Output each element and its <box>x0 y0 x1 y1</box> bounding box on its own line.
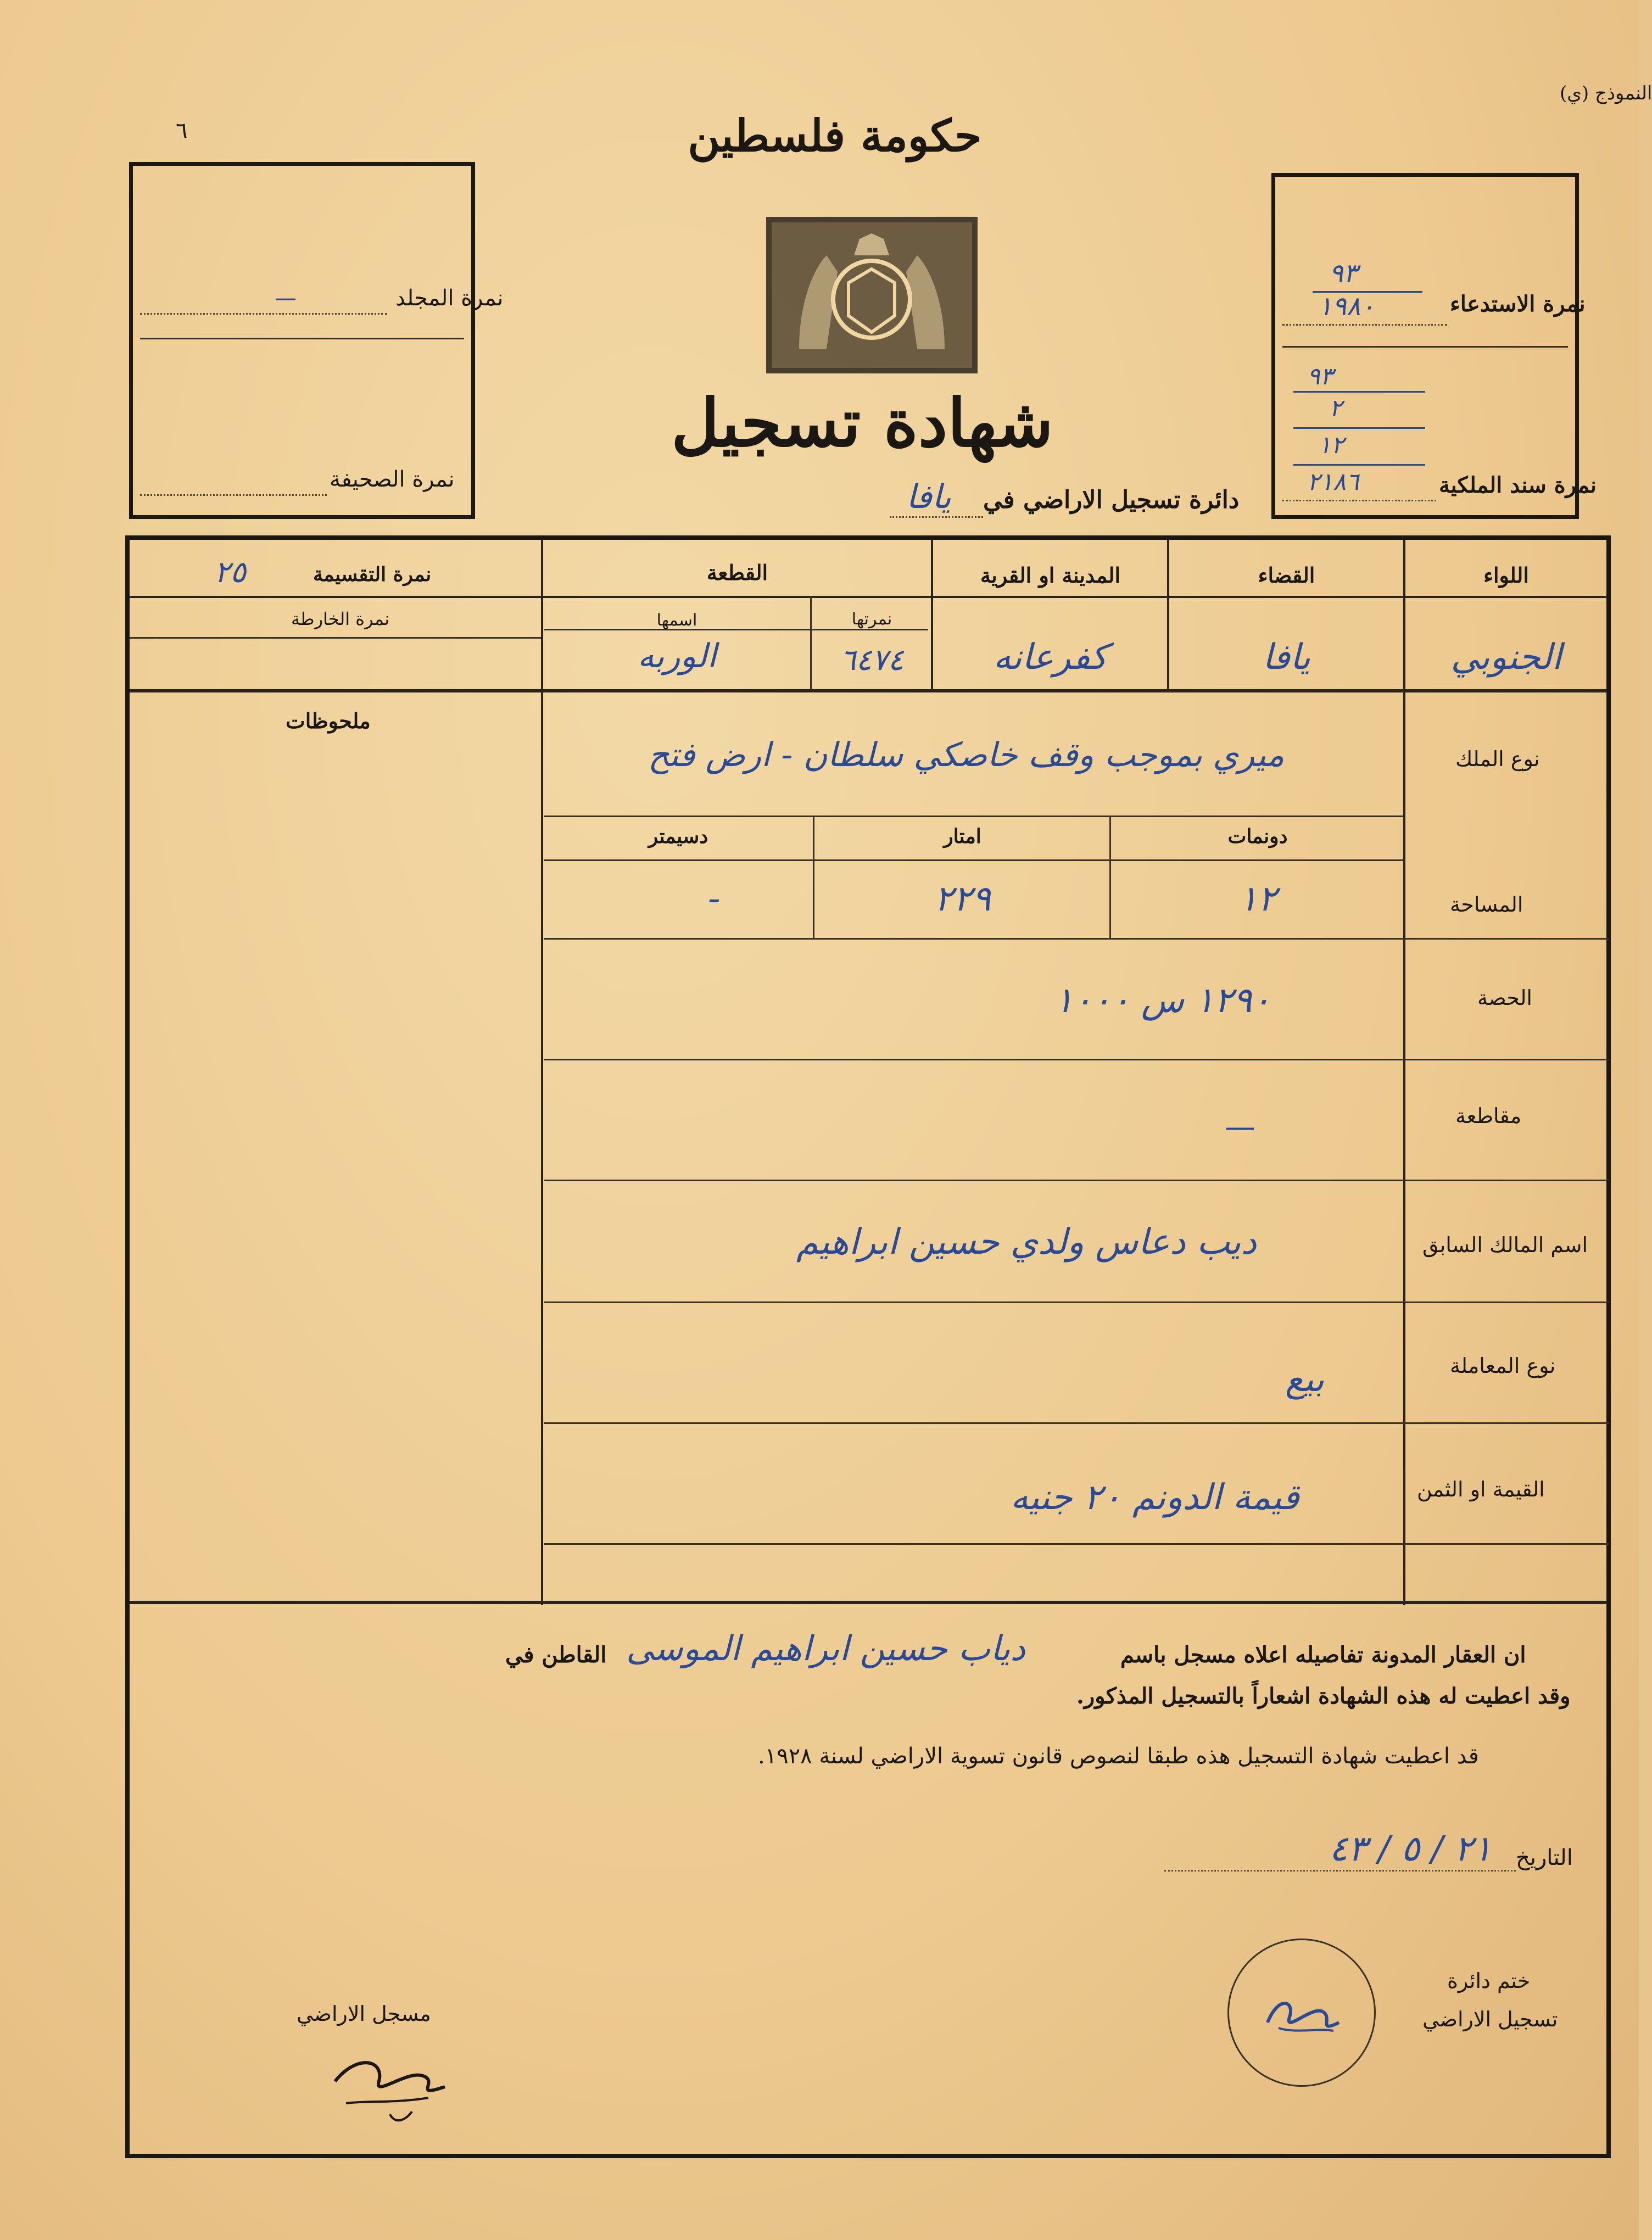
form-label: النموذج (ي) <box>1560 82 1652 104</box>
dotted-rule <box>140 313 387 315</box>
table-rule <box>544 815 1403 817</box>
parcel-name-value: الوربه <box>637 637 717 675</box>
dotted-rule <box>1164 1870 1516 1872</box>
decimeters-header: دسيمتر <box>648 825 708 848</box>
area-label: المساحة <box>1450 892 1523 917</box>
remarks-label: ملحوظات <box>286 708 371 733</box>
previous-owner-value: ديب دعاس ولدي حسين ابراهيم <box>796 1222 1257 1263</box>
table-rule <box>130 596 1607 598</box>
fraction-bar <box>1293 391 1425 393</box>
owner-name: دياب حسين ابراهيم الموسى <box>626 1628 1025 1668</box>
volume-box <box>129 162 475 519</box>
deed-line-3: ١٢ <box>1318 431 1344 459</box>
ownership-type-label: نوع الملك <box>1455 747 1540 771</box>
area-decimeters: - <box>707 879 721 919</box>
table-rule <box>544 1059 1609 1060</box>
parcel-name-header: اسمها <box>656 611 697 630</box>
muqataa-value: — <box>1225 1109 1255 1145</box>
application-bottom: ١٩٨٠ <box>1318 291 1375 322</box>
value-price-label: القيمة او الثمن <box>1417 1477 1545 1501</box>
dotted-rule <box>1282 324 1447 326</box>
page-mark: ٦ <box>176 118 188 143</box>
parcel-number-header: نمرتها <box>851 610 892 629</box>
deed-line-1: ٩٣ <box>1307 362 1333 390</box>
column-rule <box>810 596 812 689</box>
meters-header: امتار <box>944 825 981 848</box>
district-header: اللواء <box>1483 563 1529 588</box>
division-value: ٢٥ <box>214 555 247 589</box>
coat-of-arms-icon <box>766 217 978 373</box>
table-rule <box>544 859 1403 861</box>
fraction-bar <box>1293 427 1425 429</box>
dotted-rule <box>1282 500 1436 501</box>
government-title: حكومة فلسطين <box>688 110 982 161</box>
muqataa-label: مقاطعة <box>1455 1104 1522 1128</box>
column-rule <box>1403 540 1405 1605</box>
column-rule <box>1167 540 1169 691</box>
share-value: ١٢٩٠ س ١٠٠٠ <box>1054 980 1271 1021</box>
box-divider <box>140 338 464 339</box>
seal-label-1: ختم دائرة <box>1447 1969 1531 1993</box>
date-value: ٢١ / ٥ / ٤٣ <box>1329 1829 1492 1869</box>
dotted-rule <box>890 516 983 518</box>
table-rule <box>544 1422 1609 1424</box>
share-label: الحصة <box>1477 986 1532 1010</box>
deed-label: نمرة سند الملكية <box>1439 472 1597 498</box>
table-rule <box>130 689 1607 692</box>
application-top: ٩٣ <box>1329 258 1358 289</box>
table-rule <box>130 1601 1607 1604</box>
statement-1: ان العقار المدونة تفاصيله اعلاه مسجل باسم <box>1120 1642 1526 1668</box>
column-rule <box>1109 817 1111 938</box>
area-meters: ٢٢٩ <box>934 879 991 919</box>
deed-line-4: ٢١٨٦ <box>1307 468 1359 496</box>
transaction-type-label: نوع المعاملة <box>1450 1354 1556 1378</box>
deed-line-2: ٢ <box>1329 394 1342 422</box>
statement-2: وقد اعطيت له هذه الشهادة اشعاراً بالتسجيل المذكور. <box>1076 1683 1571 1709</box>
volume-value: — <box>275 286 297 311</box>
district-value: الجنوبي <box>1450 637 1562 678</box>
subdistrict-value: يافا <box>1262 637 1311 678</box>
dunams-header: دونمات <box>1227 825 1288 848</box>
value-price-value: قيمة الدونم ٢٠ جنيه <box>1011 1477 1299 1518</box>
ownership-type-value: ميري بموجب وقف خاصكي سلطان - ارض فتح <box>648 736 1285 774</box>
table-rule <box>544 938 1609 940</box>
resident-suffix: القاطن في <box>505 1642 607 1668</box>
table-rule <box>544 1301 1609 1303</box>
parcel-header: القطعة <box>706 560 768 585</box>
subdistrict-header: القضاء <box>1258 563 1315 588</box>
seal-circle <box>1227 1939 1376 2087</box>
dotted-rule <box>140 494 327 496</box>
fraction-bar <box>1293 464 1425 466</box>
previous-owner-label: اسم المالك السابق <box>1422 1233 1588 1257</box>
application-label: نمرة الاستدعاء <box>1450 291 1586 317</box>
certificate-title: شهادة تسجيل <box>671 384 1053 462</box>
table-rule <box>544 1180 1609 1181</box>
registrar-signature <box>324 2037 456 2131</box>
registrar-label: مسجل الاراضي <box>297 2002 431 2026</box>
department-city: يافا <box>906 478 951 516</box>
volume-label: نمرة المجلد <box>395 286 504 311</box>
main-frame <box>125 535 1611 2158</box>
seal-label-2: تسجيل الاراضي <box>1422 2007 1558 2031</box>
town-header: المدينة او القرية <box>980 563 1121 588</box>
town-value: كفرعانه <box>993 637 1108 678</box>
map-label: نمرة الخارطة <box>291 608 390 629</box>
parcel-number-value: ٦٤٧٤ <box>840 643 904 677</box>
page-label: نمرة الصحيفة <box>330 467 455 492</box>
transaction-type-value: بيع <box>1285 1359 1325 1400</box>
division-label: نمرة التقسيمة <box>313 563 432 586</box>
statement-3: قد اعطيت شهادة التسجيل هذه طبقا لنصوص قانون تسوية الاراضي لسنة ١٩٢٨. <box>758 1744 1479 1769</box>
column-rule <box>813 817 814 938</box>
column-rule <box>541 540 543 1605</box>
column-rule <box>931 540 933 691</box>
date-label: التاريخ <box>1516 1845 1573 1870</box>
table-rule <box>544 1543 1609 1545</box>
area-dunams: ١٢ <box>1238 879 1277 919</box>
department-label: دائرة تسجيل الاراضي في <box>983 486 1240 514</box>
table-rule <box>130 637 542 639</box>
box-divider <box>1282 346 1568 348</box>
